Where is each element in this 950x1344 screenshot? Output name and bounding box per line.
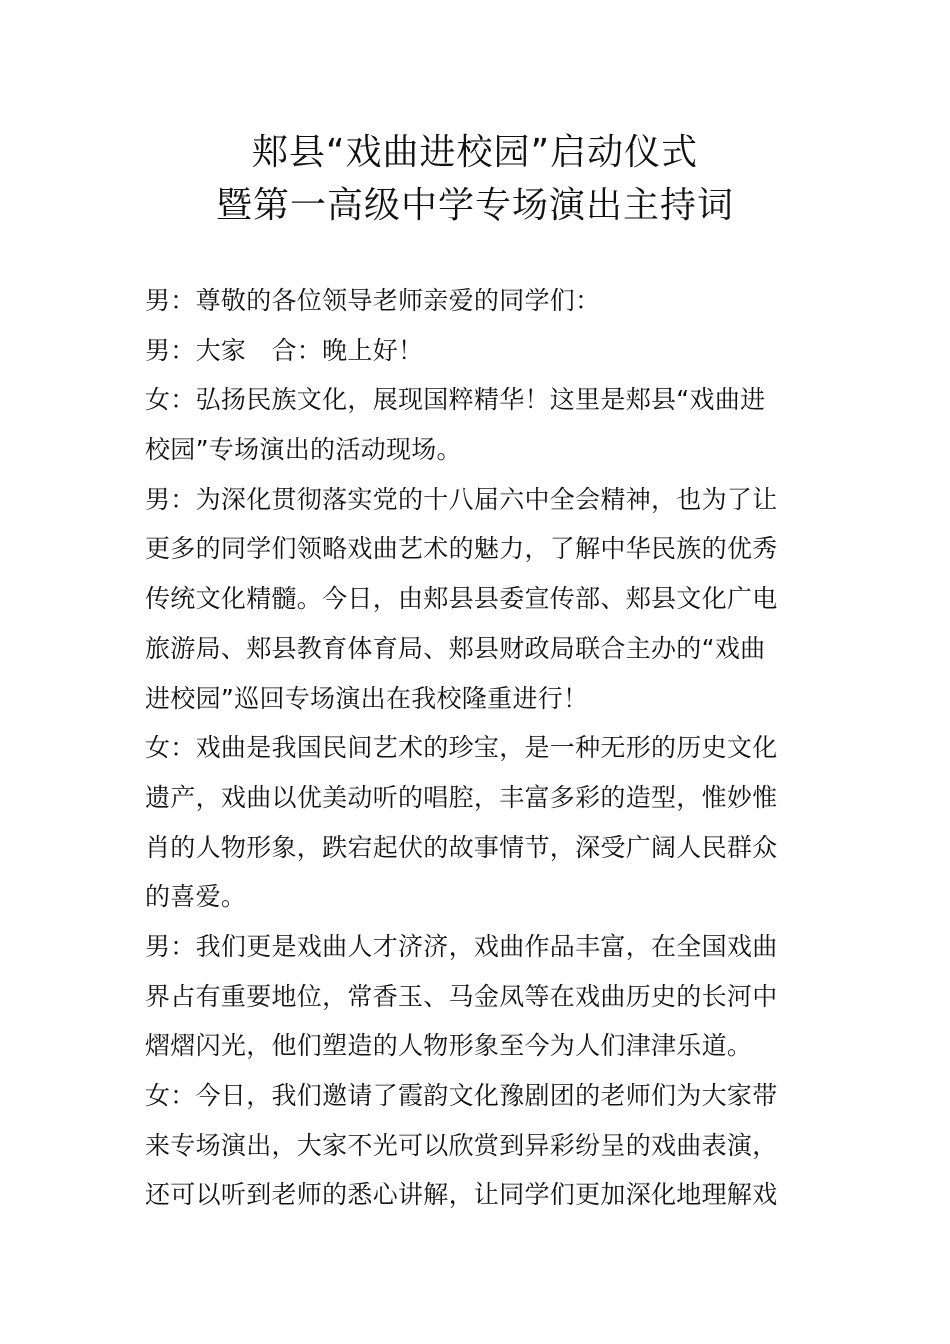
text-line: 女：戏曲是我国民间艺术的珍宝，是一种无形的历史文化 bbox=[145, 733, 778, 763]
text-line: 的喜爱。 bbox=[145, 882, 247, 912]
text-line: 进校园”巡回专场演出在我校隆重进行！ bbox=[145, 683, 589, 713]
text-line: 更多的同学们领略戏曲艺术的魅力，了解中华民族的优秀 bbox=[145, 534, 778, 564]
text-line: 来专场演出，大家不光可以欣赏到异彩纷呈的戏曲表演， bbox=[145, 1130, 778, 1160]
text-line: 男：为深化贯彻落实党的十八届六中全会精神，也为了让 bbox=[145, 484, 778, 514]
script-body bbox=[145, 276, 785, 1220]
text-line: 熠熠闪光，他们塑造的人物形象至今为人们津津乐道。 bbox=[145, 1031, 753, 1061]
text-line: 男：大家 合：晚上好！ bbox=[145, 335, 424, 365]
text-line: 女：弘扬民族文化，展现国粹精华！这里是郏县“戏曲进 bbox=[145, 385, 766, 415]
text-line: 男：尊敬的各位领导老师亲爱的同学们： bbox=[145, 286, 601, 315]
text-line: 男：我们更是戏曲人才济济，戏曲作品丰富，在全国戏曲 bbox=[145, 931, 778, 961]
text-line: 女：今日，我们邀请了霞韵文化豫剧团的老师们为大家带 bbox=[145, 1081, 778, 1110]
text-line: 肖的人物形象，跌宕起伏的故事情节，深受广阔人民群众 bbox=[145, 832, 778, 862]
text-line: 遗产，戏曲以优美动听的唱腔，丰富多彩的造型，惟妙惟 bbox=[145, 782, 778, 812]
text-line: 还可以听到老师的悉心讲解，让同学们更加深化地理解戏 bbox=[145, 1180, 778, 1210]
text-line: 传统文化精髓。今日，由郏县县委宣传部、郏县文化广电 bbox=[145, 584, 778, 614]
title-line-2: 暨第一高级中学专场演出主持词 bbox=[215, 185, 734, 226]
text-line: 旅游局、郏县教育体育局、郏县财政局联合主办的“戏曲 bbox=[145, 633, 766, 663]
title-line-1: 郏县“戏曲进校园”启动仪式 bbox=[251, 132, 699, 173]
text-line: 校园”专场演出的活动现场。 bbox=[145, 435, 462, 465]
document-title bbox=[0, 126, 950, 232]
text-line: 界占有重要地位，常香玉、马金凤等在戏曲历史的长河中 bbox=[145, 981, 778, 1011]
